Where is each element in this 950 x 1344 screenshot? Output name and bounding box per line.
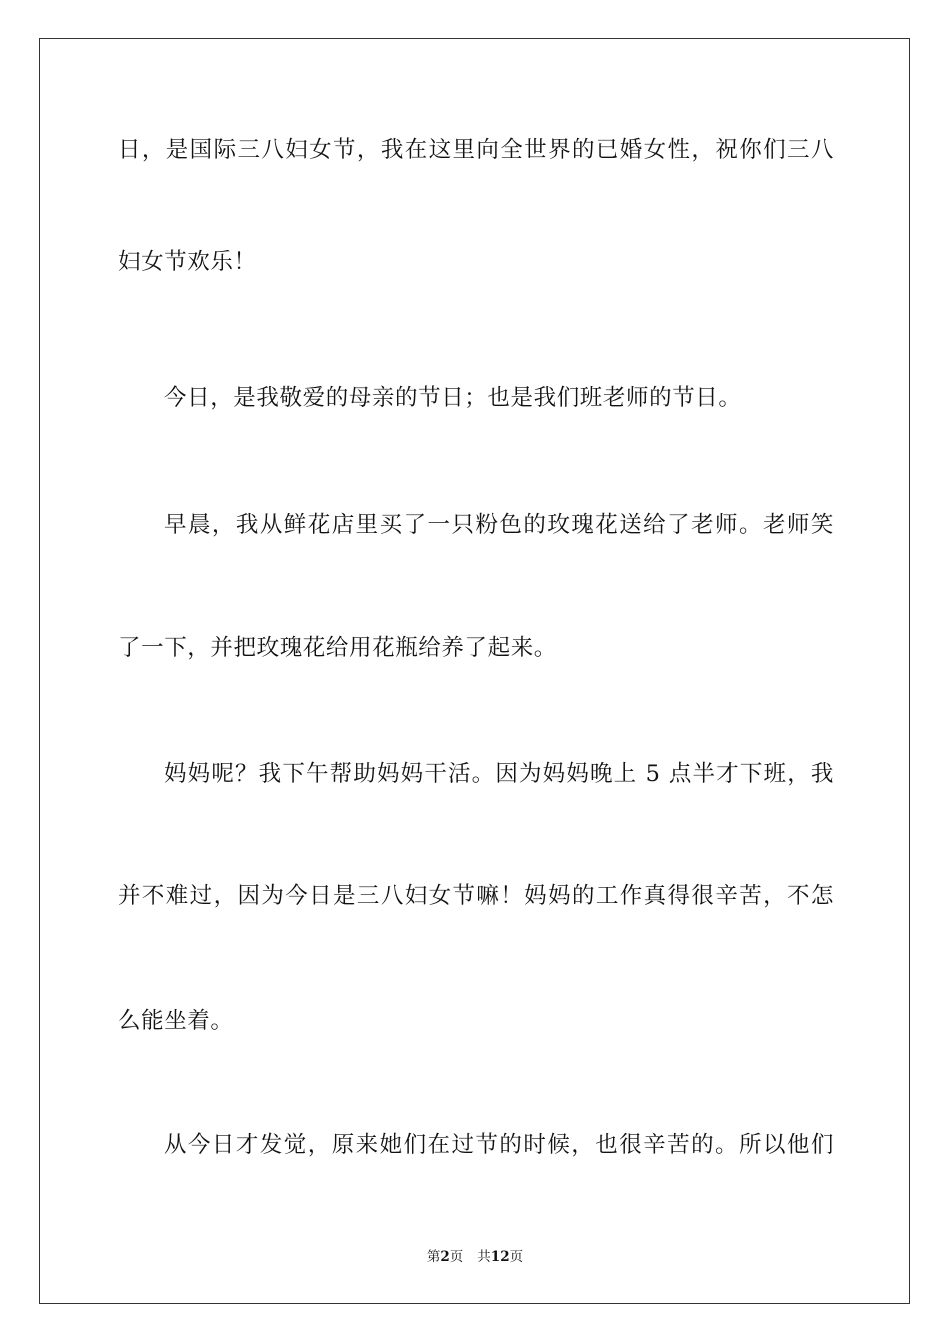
text-line-2: 妇女节欢乐！	[118, 249, 257, 275]
text-line-7: 并不难过，因为今日是三八妇女节嘛！妈妈的工作真得很辛苦，不怎	[118, 883, 834, 909]
footer-page-number: 2	[440, 1249, 450, 1265]
text-line-3: 今日，是我敬爱的母亲的节日；也是我们班老师的节日。	[164, 385, 742, 411]
text-line-8: 么能坐着。	[118, 1008, 234, 1034]
text-line-6: 妈妈呢？我下午帮助妈妈干活。因为妈妈晚上 5 点半才下班，我	[164, 761, 834, 787]
footer-total-suffix: 页	[509, 1249, 524, 1265]
footer-page-suffix: 页	[449, 1249, 464, 1265]
text-line-9: 从今日才发觉，原来她们在过节的时候，也很辛苦的。所以他们	[164, 1132, 834, 1158]
footer-total-pages: 12	[490, 1249, 510, 1265]
text-line-5: 了一下，并把玫瑰花给用花瓶给养了起来。	[118, 635, 557, 661]
text-line-1: 日，是国际三八妇女节，我在这里向全世界的已婚女性，祝你们三八	[118, 137, 834, 163]
page-border	[39, 38, 910, 1304]
footer-total-prefix: 共	[477, 1249, 491, 1265]
footer-page-prefix: 第	[426, 1249, 441, 1265]
page-footer	[0, 1247, 950, 1267]
text-line-4: 早晨，我从鲜花店里买了一只粉色的玫瑰花送给了老师。老师笑	[164, 512, 834, 538]
